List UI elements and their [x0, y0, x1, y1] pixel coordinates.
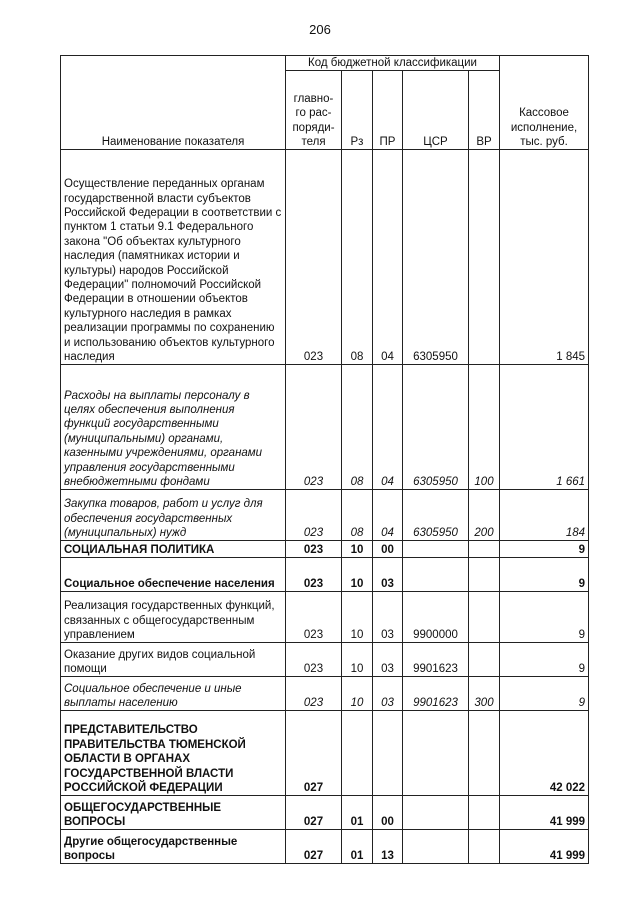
- header-name: Наименование показателя: [61, 56, 286, 150]
- table-row: [61, 796, 589, 830]
- cell-sum: 9: [500, 592, 589, 643]
- cell-glav: 023: [286, 558, 342, 592]
- cell-glav: 027: [286, 711, 342, 796]
- cell-name: Реализация государственных функций, связанных с общегосударственным управлением: [61, 592, 286, 643]
- cell-vr: 300: [469, 677, 500, 711]
- header-csr: ЦСР: [403, 71, 469, 150]
- cell-csr: 6305950: [403, 150, 469, 365]
- table-row: [61, 592, 589, 643]
- cell-glav: 027: [286, 830, 342, 864]
- cell-sum: 1 845: [500, 150, 589, 365]
- cell-vr: [469, 150, 500, 365]
- cell-pr: 13: [373, 830, 403, 864]
- header-vr: ВР: [469, 71, 500, 150]
- table-body: [61, 150, 589, 864]
- table-row: [61, 558, 589, 592]
- table-row: [61, 365, 589, 490]
- header-sum: Кассовое исполнение, тыс. руб.: [500, 56, 589, 150]
- cell-rz: 01: [342, 796, 373, 830]
- cell-sum: 1 661: [500, 365, 589, 490]
- cell-csr: 9901623: [403, 677, 469, 711]
- cell-rz: 01: [342, 830, 373, 864]
- cell-name: Другие общегосударственные вопросы: [61, 830, 286, 864]
- cell-vr: [469, 830, 500, 864]
- cell-vr: 100: [469, 365, 500, 490]
- table-row: [61, 541, 589, 558]
- cell-rz: 10: [342, 677, 373, 711]
- cell-rz: 08: [342, 365, 373, 490]
- cell-csr: [403, 796, 469, 830]
- cell-csr: [403, 558, 469, 592]
- cell-glav: 027: [286, 796, 342, 830]
- cell-glav: 023: [286, 677, 342, 711]
- cell-glav: 023: [286, 643, 342, 677]
- cell-sum: 41 999: [500, 796, 589, 830]
- cell-name: Осуществление переданных органам государственной власти субъектов Российской Федерации в соответствии с пунктом 1 статьи 9.1 Федерального закона "Об объектах культурного наследия (памятниках истории и культуры) народов Российской Федерации" полномочий Российской Федерации в отношении объектов культурного наследия в рамках реализации программы по сохранению и использованию объектов культурного наследия: [61, 150, 286, 365]
- cell-vr: [469, 592, 500, 643]
- cell-glav: 023: [286, 541, 342, 558]
- cell-rz: 08: [342, 490, 373, 541]
- cell-vr: [469, 796, 500, 830]
- cell-sum: 41 999: [500, 830, 589, 864]
- cell-rz: 10: [342, 592, 373, 643]
- header-pr: ПР: [373, 71, 403, 150]
- cell-glav: 023: [286, 490, 342, 541]
- cell-name: СОЦИАЛЬНАЯ ПОЛИТИКА: [61, 541, 286, 558]
- cell-name: Социальное обеспечение населения: [61, 558, 286, 592]
- cell-pr: 03: [373, 592, 403, 643]
- cell-vr: 200: [469, 490, 500, 541]
- cell-csr: [403, 830, 469, 864]
- table-row: [61, 711, 589, 796]
- cell-vr: [469, 558, 500, 592]
- cell-pr: 04: [373, 150, 403, 365]
- table-row: [61, 677, 589, 711]
- cell-sum: 9: [500, 541, 589, 558]
- cell-pr: 04: [373, 365, 403, 490]
- table-row: [61, 150, 589, 365]
- cell-csr: 6305950: [403, 365, 469, 490]
- table-row: [61, 643, 589, 677]
- cell-rz: [342, 711, 373, 796]
- cell-pr: 00: [373, 796, 403, 830]
- cell-rz: 10: [342, 643, 373, 677]
- cell-pr: 03: [373, 558, 403, 592]
- header-glav: главно-го рас-поряди-теля: [286, 71, 342, 150]
- cell-pr: [373, 711, 403, 796]
- header-rz: Рз: [342, 71, 373, 150]
- header-budget-code: Код бюджетной классификации: [286, 56, 500, 71]
- cell-glav: 023: [286, 150, 342, 365]
- cell-name: ОБЩЕГОСУДАРСТВЕННЫЕ ВОПРОСЫ: [61, 796, 286, 830]
- cell-sum: 9: [500, 643, 589, 677]
- cell-name: Социальное обеспечение и иные выплаты населению: [61, 677, 286, 711]
- cell-vr: [469, 711, 500, 796]
- cell-csr: 6305950: [403, 490, 469, 541]
- budget-table: [60, 55, 589, 864]
- table-header: [61, 56, 589, 150]
- cell-csr: [403, 541, 469, 558]
- cell-sum: 42 022: [500, 711, 589, 796]
- cell-sum: 184: [500, 490, 589, 541]
- cell-pr: 03: [373, 643, 403, 677]
- cell-glav: 023: [286, 592, 342, 643]
- cell-rz: 10: [342, 541, 373, 558]
- cell-vr: [469, 541, 500, 558]
- cell-rz: 10: [342, 558, 373, 592]
- cell-rz: 08: [342, 150, 373, 365]
- cell-sum: 9: [500, 558, 589, 592]
- table-row: [61, 830, 589, 864]
- cell-name: Расходы на выплаты персоналу в целях обеспечения выполнения функций государственными (муниципальными) органами, казенными учреждениями, органами управления государственными внебюджетными фондами: [61, 365, 286, 490]
- cell-pr: 04: [373, 490, 403, 541]
- cell-pr: 00: [373, 541, 403, 558]
- cell-name: ПРЕДСТАВИТЕЛЬСТВО ПРАВИТЕЛЬСТВА ТЮМЕНСКОЙ ОБЛАСТИ В ОРГАНАХ ГОСУДАРСТВЕННОЙ ВЛАСТИ РОССИЙСКОЙ ФЕДЕРАЦИИ: [61, 711, 286, 796]
- page-number: 206: [309, 22, 331, 37]
- cell-name: Закупка товаров, работ и услуг для обеспечения государственных (муниципальных) нужд: [61, 490, 286, 541]
- cell-sum: 9: [500, 677, 589, 711]
- cell-pr: 03: [373, 677, 403, 711]
- cell-vr: [469, 643, 500, 677]
- cell-csr: [403, 711, 469, 796]
- cell-csr: 9901623: [403, 643, 469, 677]
- cell-name: Оказание других видов социальной помощи: [61, 643, 286, 677]
- cell-glav: 023: [286, 365, 342, 490]
- cell-csr: 9900000: [403, 592, 469, 643]
- table-row: [61, 490, 589, 541]
